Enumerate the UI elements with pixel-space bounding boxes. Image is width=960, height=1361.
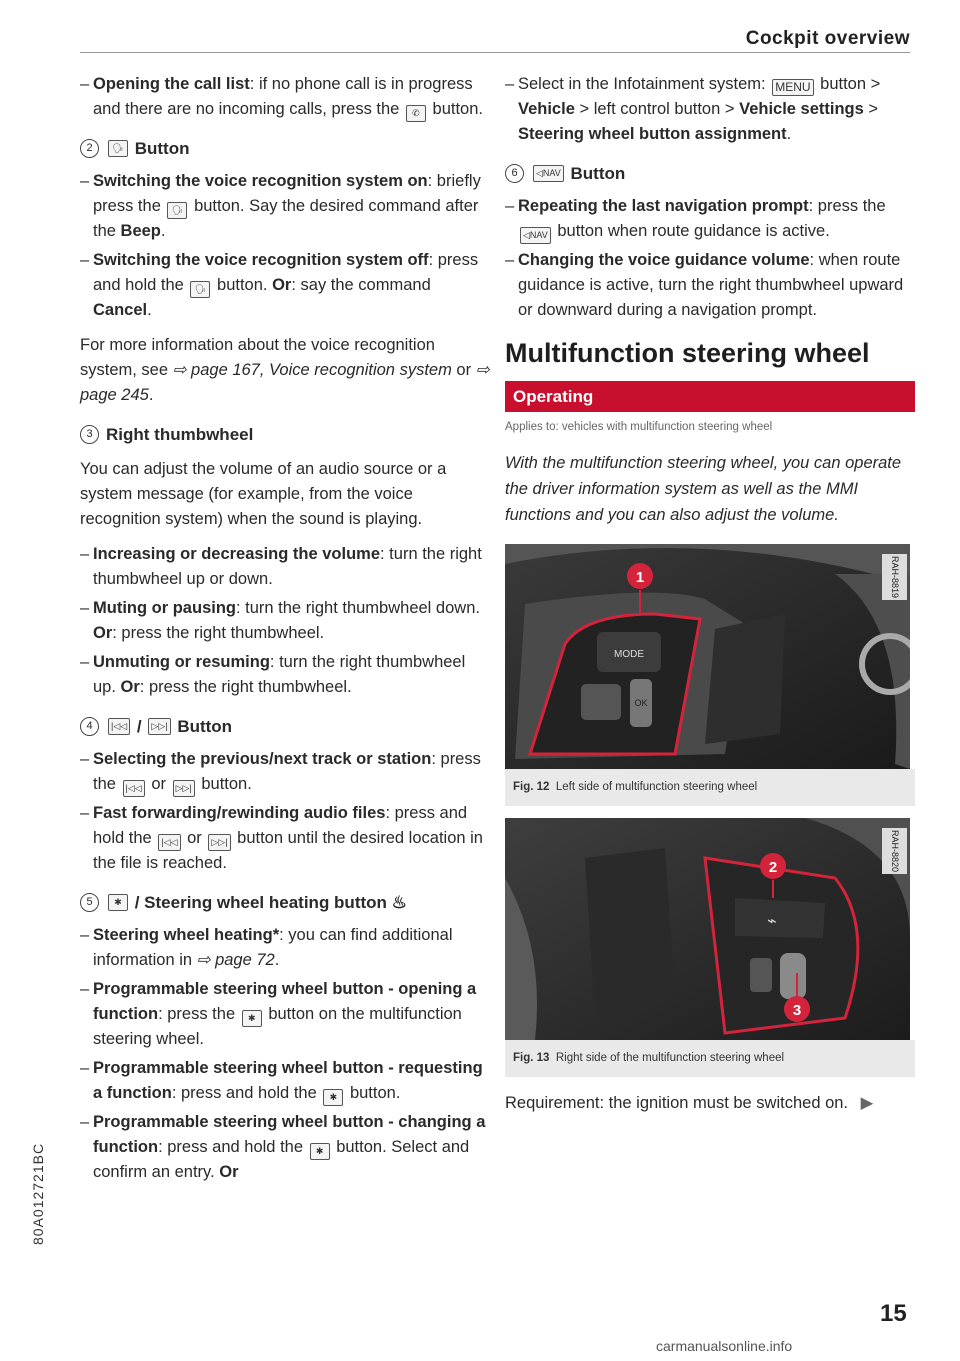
list-item-guidance-volume: – Changing the voice guidance volume: when route guidance is active, turn the right thumbwheel upward or downward during a navigation prompt.: [505, 251, 904, 319]
section-heading-2: 2 🗣 Button: [80, 136, 490, 161]
callout-5-icon: 5: [80, 893, 99, 912]
list-item-select: – Select in the Infotainment system: MENU button > Vehicle > left control button > Vehicle settings > Steering wheel button assignment.: [505, 75, 881, 143]
page-header: Cockpit overview: [745, 28, 910, 49]
continue-arrow-icon: ▶: [860, 1094, 874, 1112]
previous-track-icon: |◁◁: [108, 718, 130, 735]
section-title: Multifunction steering wheel: [505, 338, 870, 368]
more-info-paragraph: For more information about the voice recognition system, see ⇨ page 167, Voice recognition system or ⇨ page 245.: [80, 336, 490, 404]
list-item-volume: – Increasing or decreasing the volume: turn the right thumbwheel up or down.: [80, 545, 482, 588]
page-ref-link[interactable]: ⇨ page 245: [80, 361, 490, 404]
menu-key-icon: MENU: [772, 79, 813, 96]
right-column: [505, 72, 915, 1116]
requirement-text: Requirement: the ignition must be switched on. ▶: [505, 1094, 874, 1112]
nav-key-icon: ◁NAV: [520, 227, 551, 244]
next-track-icon: ▷▷|: [173, 780, 195, 797]
section-heading-3: 3 Right thumbwheel: [80, 422, 490, 447]
section-heading-5: 5 ✱ / Steering wheel heating button ♨: [80, 890, 490, 915]
voice-key-icon: 🗣: [108, 140, 128, 157]
list-item-call-list: – Opening the call list: if no phone call is in progress and there are no incoming calls, press the ✆ button.: [80, 72, 490, 122]
list-item-heating: – Steering wheel heating*: you can find additional information in ⇨ page 72.: [80, 926, 453, 969]
asterisk-key-icon: ✱: [310, 1143, 330, 1160]
figure-12-caption: Fig. 12 Left side of multifunction steering wheel: [505, 769, 915, 806]
list-item-prog-change: – Programmable steering wheel button - changing a function: press and hold the ✱ button. Select and confirm an entry. Or: [80, 1113, 486, 1181]
previous-track-icon: |◁◁: [158, 834, 180, 851]
right-steering-wheel-illustration: [505, 818, 910, 1040]
asterisk-key-icon: ✱: [108, 894, 128, 911]
figure-code: RAH-8820: [882, 828, 907, 874]
figure-code: RAH-8819: [882, 554, 907, 600]
page-ref-link[interactable]: ⇨ page 72: [196, 951, 275, 969]
next-track-icon: ▷▷|: [148, 718, 170, 735]
list-item-voice-off: – Switching the voice recognition system off: press and hold the 🗣 button. Or: say the command Cancel.: [80, 251, 479, 319]
callout-2-icon: 2: [80, 139, 99, 158]
asterisk-key-icon: ✱: [323, 1089, 343, 1106]
thumbwheel-paragraph: You can adjust the volume of an audio source or a system message (for example, from the voice recognition system) when the sound is playing.: [80, 460, 447, 528]
steering-heat-icon: ♨: [391, 893, 407, 912]
figure-13-caption: Fig. 13 Right side of the multifunction steering wheel: [505, 1040, 915, 1077]
callout-6-icon: 6: [505, 164, 524, 183]
header-rule: [80, 52, 910, 53]
nav-key-icon: ◁NAV: [533, 165, 564, 182]
section-heading-4: 4 |◁◁ / ▷▷| Button: [80, 714, 490, 739]
asterisk-key-icon: ✱: [242, 1010, 262, 1027]
mode-button-label: MODE: [614, 649, 644, 660]
document-code: 80A012721BC: [30, 1142, 46, 1245]
ok-label: OK: [634, 698, 648, 708]
list-item-prog-request: – Programmable steering wheel button - requesting a function: press and hold the ✱ button.: [80, 1056, 490, 1106]
intro-paragraph: With the multifunction steering wheel, you can operate the driver information system as well as the MMI functions and you can also adjust the volume.: [505, 454, 902, 524]
list-item-mute: – Muting or pausing: turn the right thumbwheel down. Or: press the right thumbwheel.: [80, 599, 480, 642]
list-item-track: – Selecting the previous/next track or station: press the |◁◁ or ▷▷| button.: [80, 747, 490, 797]
figure-13-image: [505, 818, 910, 1040]
callout-2-marker: 2: [768, 859, 778, 876]
page-number: 15: [880, 1300, 907, 1327]
applies-to-note: Applies to: vehicles with multifunction steering wheel: [505, 421, 773, 433]
callout-3-marker: 3: [792, 1002, 802, 1019]
list-item-unmute: – Unmuting or resuming: turn the right thumbwheel up. Or: press the right thumbwheel.: [80, 653, 466, 696]
list-item-voice-on: – Switching the voice recognition system on: briefly press the 🗣 button. Say the desired command after the Beep.: [80, 172, 481, 240]
voice-key-icon: 🗣: [167, 202, 187, 219]
left-column: [80, 72, 490, 1189]
figure-12-image: [505, 544, 910, 769]
page-ref-link[interactable]: ⇨ page 167, Voice recognition system: [172, 361, 452, 379]
section-heading-6: 6 ◁NAV Button: [505, 161, 915, 186]
phone-key-icon: ✆: [406, 105, 426, 122]
list-item-fast-forward: – Fast forwarding/rewinding audio files: press and hold the |◁◁ or ▷▷| button until the desired location in the file is reached.: [80, 804, 483, 872]
subsection-bar: Operating: [505, 381, 915, 412]
next-track-icon: ▷▷|: [208, 834, 230, 851]
list-item-prog-open: – Programmable steering wheel button - opening a function: press the ✱ button on the multifunction steering wheel.: [80, 980, 477, 1048]
callout-4-icon: 4: [80, 717, 99, 736]
voice-key-icon: 🗣: [190, 281, 210, 298]
previous-track-icon: |◁◁: [123, 780, 145, 797]
watermark-text: carmanualsonline.info: [656, 1338, 793, 1354]
callout-1-marker: 1: [635, 569, 645, 586]
list-item-repeat-nav: – Repeating the last navigation prompt: press the ◁NAV button when route guidance is active.: [505, 194, 915, 244]
left-steering-wheel-illustration: [505, 544, 910, 769]
callout-3-icon: 3: [80, 425, 99, 444]
svg-text:⌁: ⌁: [767, 911, 777, 930]
